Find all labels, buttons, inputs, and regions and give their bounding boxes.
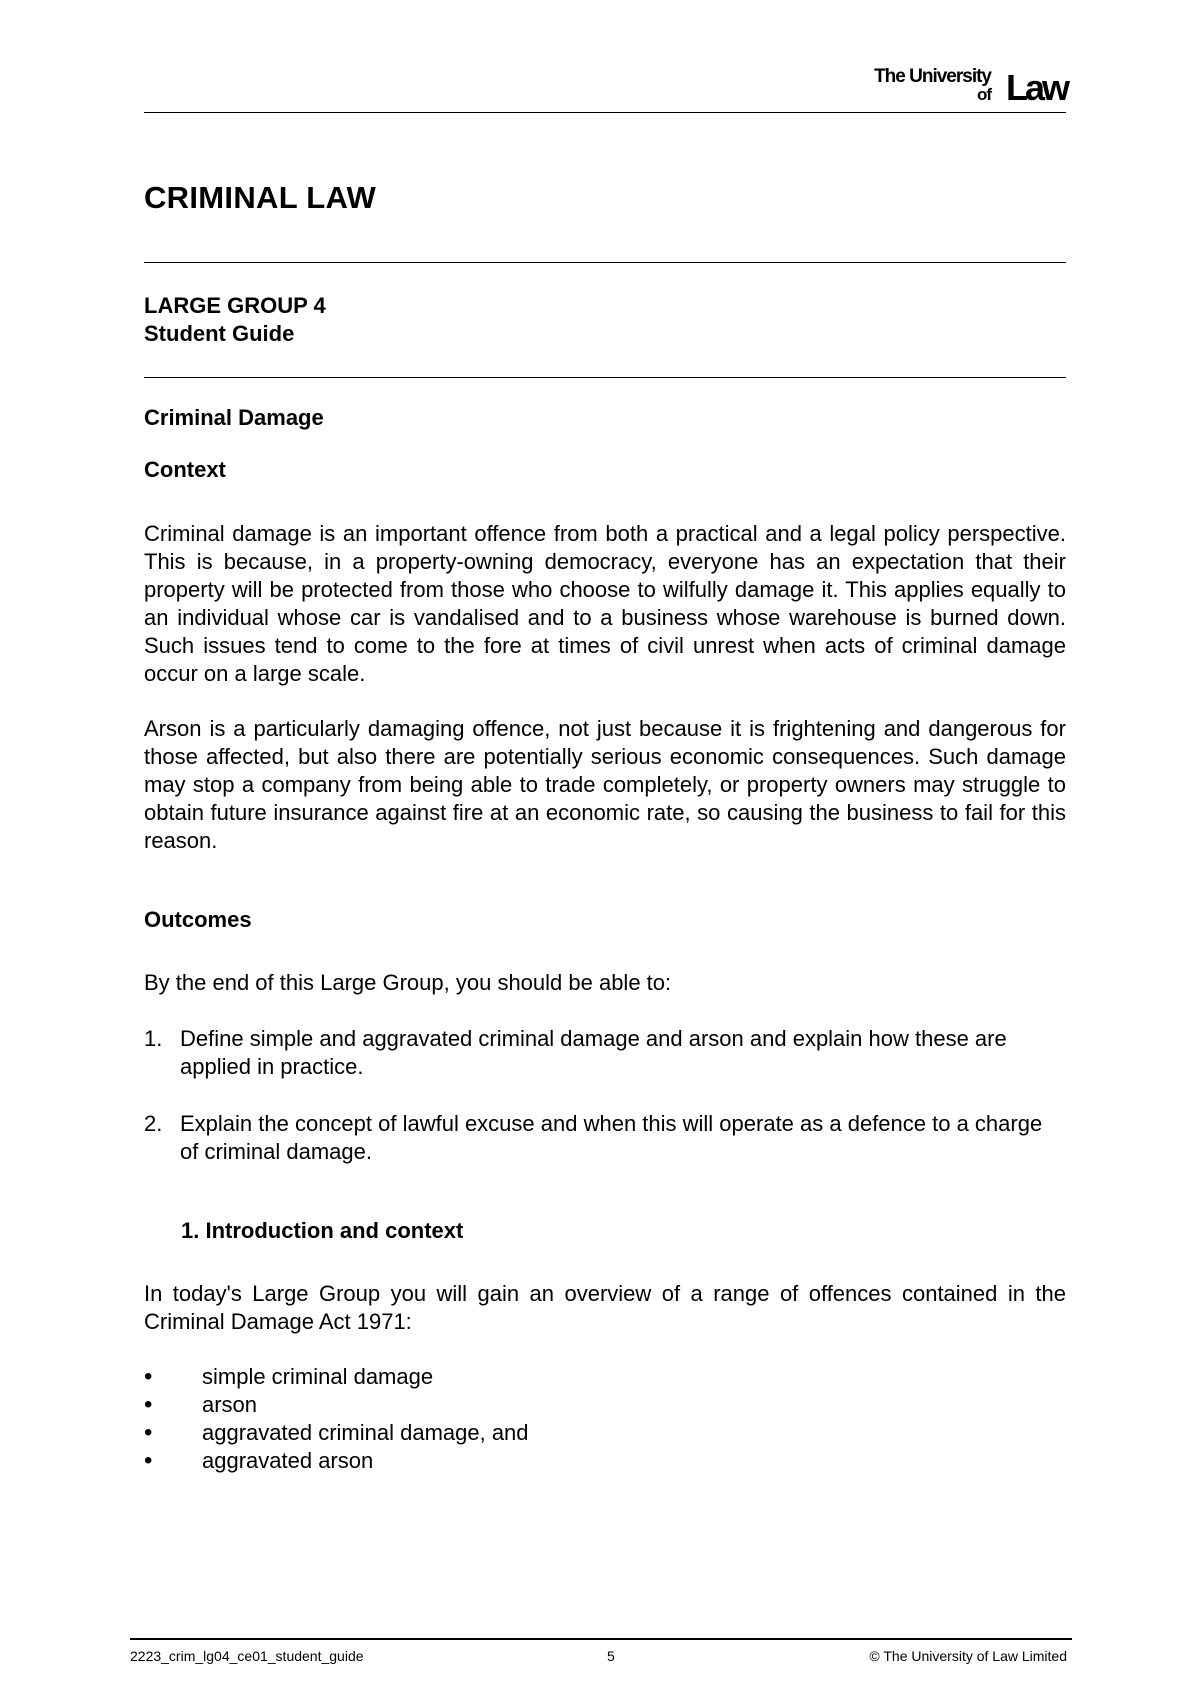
introduction-text: In today's Large Group you will gain an overview of a range of offences contained in the Criminal Damage Act 1971: bbox=[144, 1281, 1066, 1334]
footer-page-number: 5 bbox=[607, 1648, 615, 1664]
footer-doc-id: 2223_crim_lg04_ce01_student_guide bbox=[130, 1648, 364, 1664]
outcomes-intro: By the end of this Large Group, you should be able to: bbox=[144, 970, 672, 995]
outcome-item bbox=[144, 1025, 1066, 1081]
outcome-item bbox=[144, 1110, 1066, 1166]
footer-copyright: © The University of Law Limited bbox=[869, 1648, 1067, 1664]
context-paragraph-1: Criminal damage is an important offence from both a practical and a legal policy perspective. This is because, in a property-owning democracy, everyone has an expectation that their property will be protected from those who choose to wilfully damage it. This applies equally to an individual whose car is vandalised and to a business whose warehouse is burned down. Such issues tend to come to the fore at times of civil unrest when acts of criminal damage occur on a large scale. bbox=[144, 521, 1066, 686]
offence-list bbox=[144, 1363, 529, 1475]
outcome-text: Explain the concept of lawful excuse and when this will operate as a defence to a charge of criminal damage. bbox=[180, 1111, 1043, 1164]
footer-rule bbox=[130, 1638, 1072, 1640]
header-rule bbox=[144, 112, 1066, 113]
subtitle-rule bbox=[144, 377, 1066, 378]
logo-text-university: The University bbox=[874, 66, 991, 87]
list-item: • aggravated arson bbox=[144, 1447, 529, 1475]
subtitle-block bbox=[144, 292, 326, 348]
list-item: • simple criminal damage bbox=[144, 1363, 529, 1391]
title-rule bbox=[144, 262, 1066, 263]
section-heading: Criminal Damage bbox=[144, 405, 324, 430]
list-item: • arson bbox=[144, 1391, 529, 1419]
outcome-number: 1. bbox=[144, 1026, 163, 1051]
context-paragraph-2: Arson is a particularly damaging offence, not just because it is frightening and dangerous for those affected, but also there are potentially serious economic consequences. Such damage may stop a company from being able to trade completely, or property owners may struggle to obtain future insurance against fire at an economic rate, so causing the business to fail for this reason. bbox=[144, 716, 1066, 853]
logo-text-of: of bbox=[976, 85, 991, 104]
list-item: • aggravated criminal damage, and bbox=[144, 1419, 529, 1447]
introduction-heading: 1. Introduction and context bbox=[181, 1218, 464, 1243]
outcome-text: Define simple and aggravated criminal damage and arson and explain how these are applied in practice. bbox=[180, 1026, 1007, 1079]
logo-text-law: Law bbox=[1005, 67, 1067, 108]
page-title: CRIMINAL LAW bbox=[144, 180, 377, 215]
outcomes-heading: Outcomes bbox=[144, 907, 252, 932]
university-logo bbox=[847, 66, 1067, 106]
subtitle-line-2: Student Guide bbox=[144, 321, 295, 346]
outcome-number: 2. bbox=[144, 1111, 163, 1136]
subtitle-line-1: LARGE GROUP 4 bbox=[144, 293, 326, 318]
context-heading: Context bbox=[144, 457, 226, 482]
